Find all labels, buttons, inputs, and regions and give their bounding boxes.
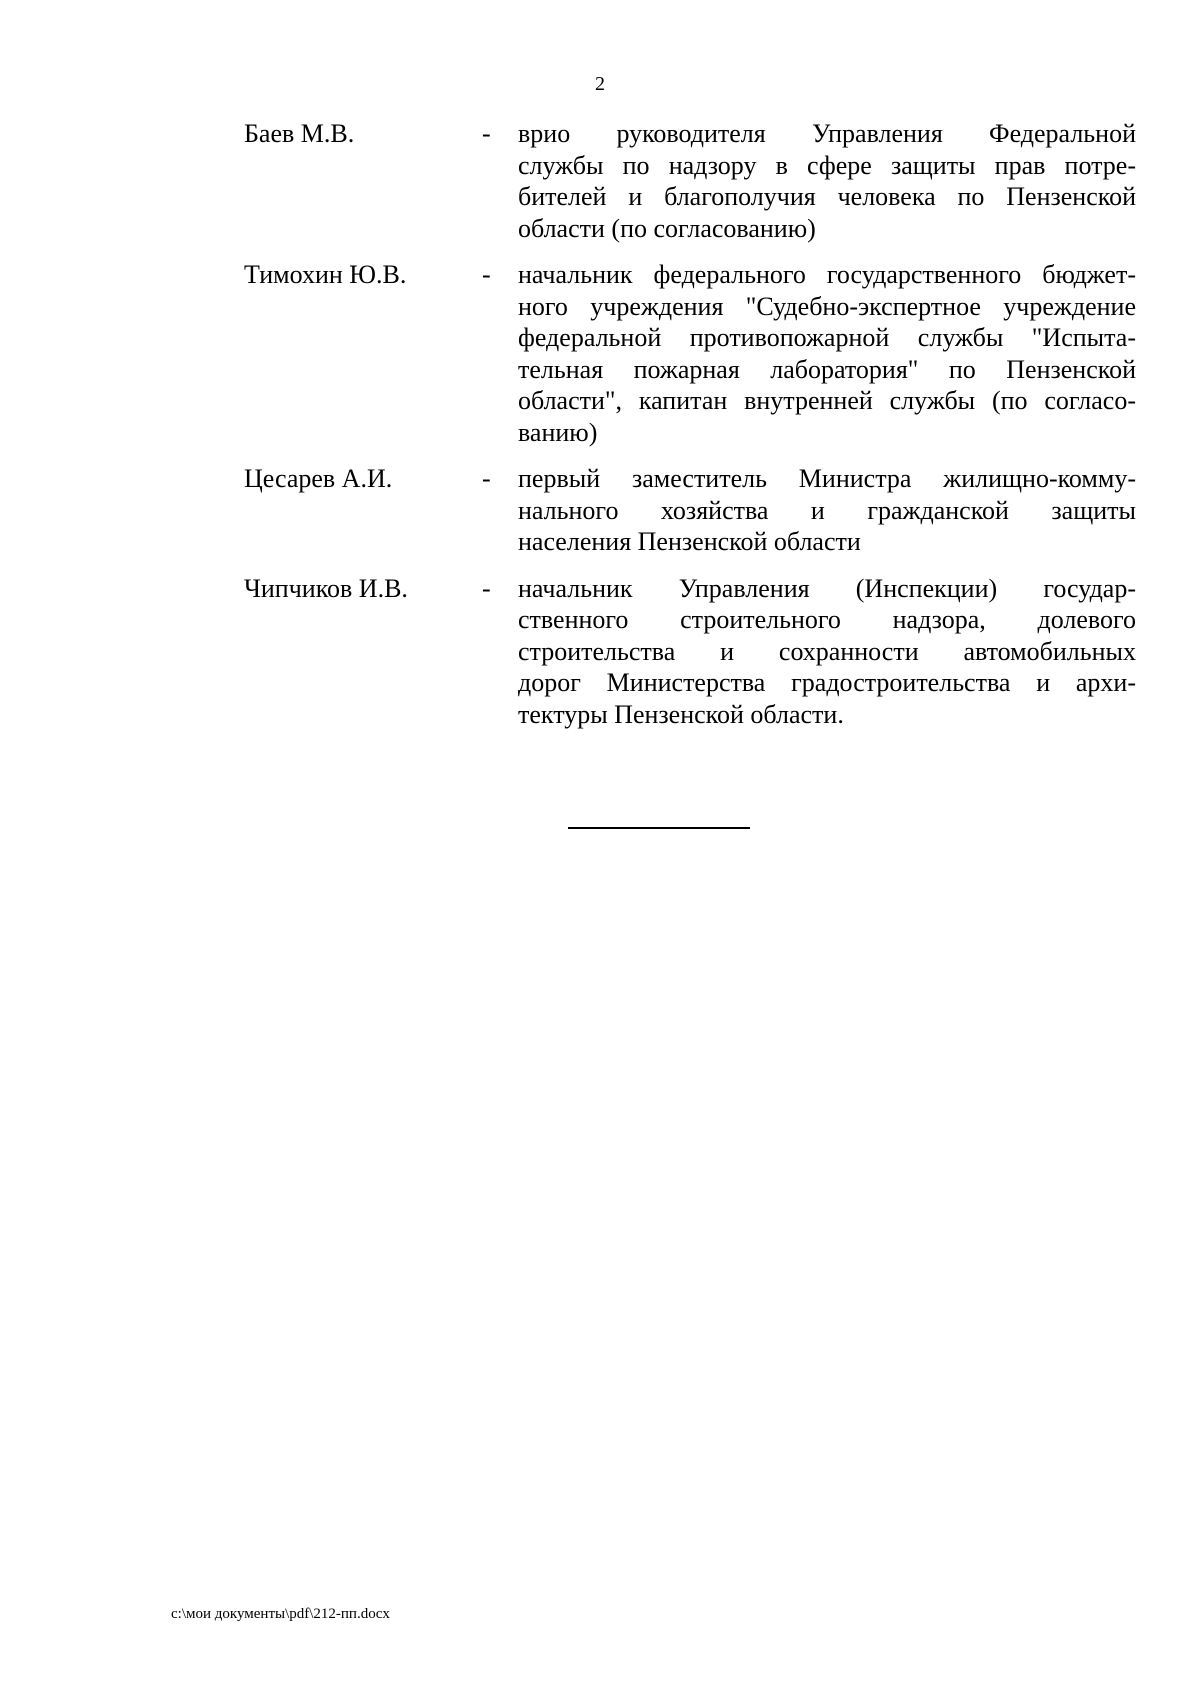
role-line: ственного строительного надзора, долевого [518,605,1136,634]
role-line: бителей и благополучия человека по Пензенской [518,182,1136,211]
role-line: начальник федерального государственного бюджет- [518,260,1136,289]
role-line: строительства и сохранности автомобильных [518,636,1136,666]
member-row [244,259,1136,448]
member-dash: - [482,464,491,493]
footer-file-path: c:\мои документы\pdf\212-пп.docx [171,1606,390,1622]
end-of-list-rule [568,827,750,829]
role-line: тектуры Пензенской области. [518,699,844,729]
member-row [244,573,1136,731]
role-line: области", капитан внутренней службы (по согласо- [518,386,1136,415]
role-line: службы по надзору в сфере защиты прав потре- [518,150,1136,180]
member-dash: - [482,260,491,289]
member-dash: - [482,573,491,603]
member-name: Цесарев А.И. [244,464,393,493]
role-line: ного учреждения "Судебно-экспертное учреждение [518,291,1136,321]
member-name: Тимохин Ю.В. [244,260,407,289]
role-line: ванию) [518,417,598,447]
role-line: дорог Министерства градостроительства и архи- [518,668,1136,697]
member-row [244,118,1136,244]
member-dash: - [482,119,491,148]
role-line: врио руководителя Управления Федеральной [518,119,1136,148]
role-line: области (по согласованию) [518,213,816,243]
member-role [518,463,1136,558]
role-line: нального хозяйства и гражданской защиты [518,495,1136,525]
member-name: Чипчиков И.В. [244,573,408,603]
role-line: первый заместитель Министра жилищно-комму- [518,464,1136,493]
member-role [518,259,1136,448]
member-role [518,573,1136,731]
member-row [244,463,1136,558]
role-line: начальник Управления (Инспекции) государ- [518,573,1136,603]
members-list [244,118,1136,745]
role-line: населения Пензенской области [518,527,861,556]
role-line: тельная пожарная лаборатория" по Пензенской [518,354,1136,384]
role-line: федеральной противопожарной службы "Испыта- [518,323,1136,352]
page-number: 2 [595,73,605,95]
member-name: Баев М.В. [244,119,355,148]
member-role [518,118,1136,244]
